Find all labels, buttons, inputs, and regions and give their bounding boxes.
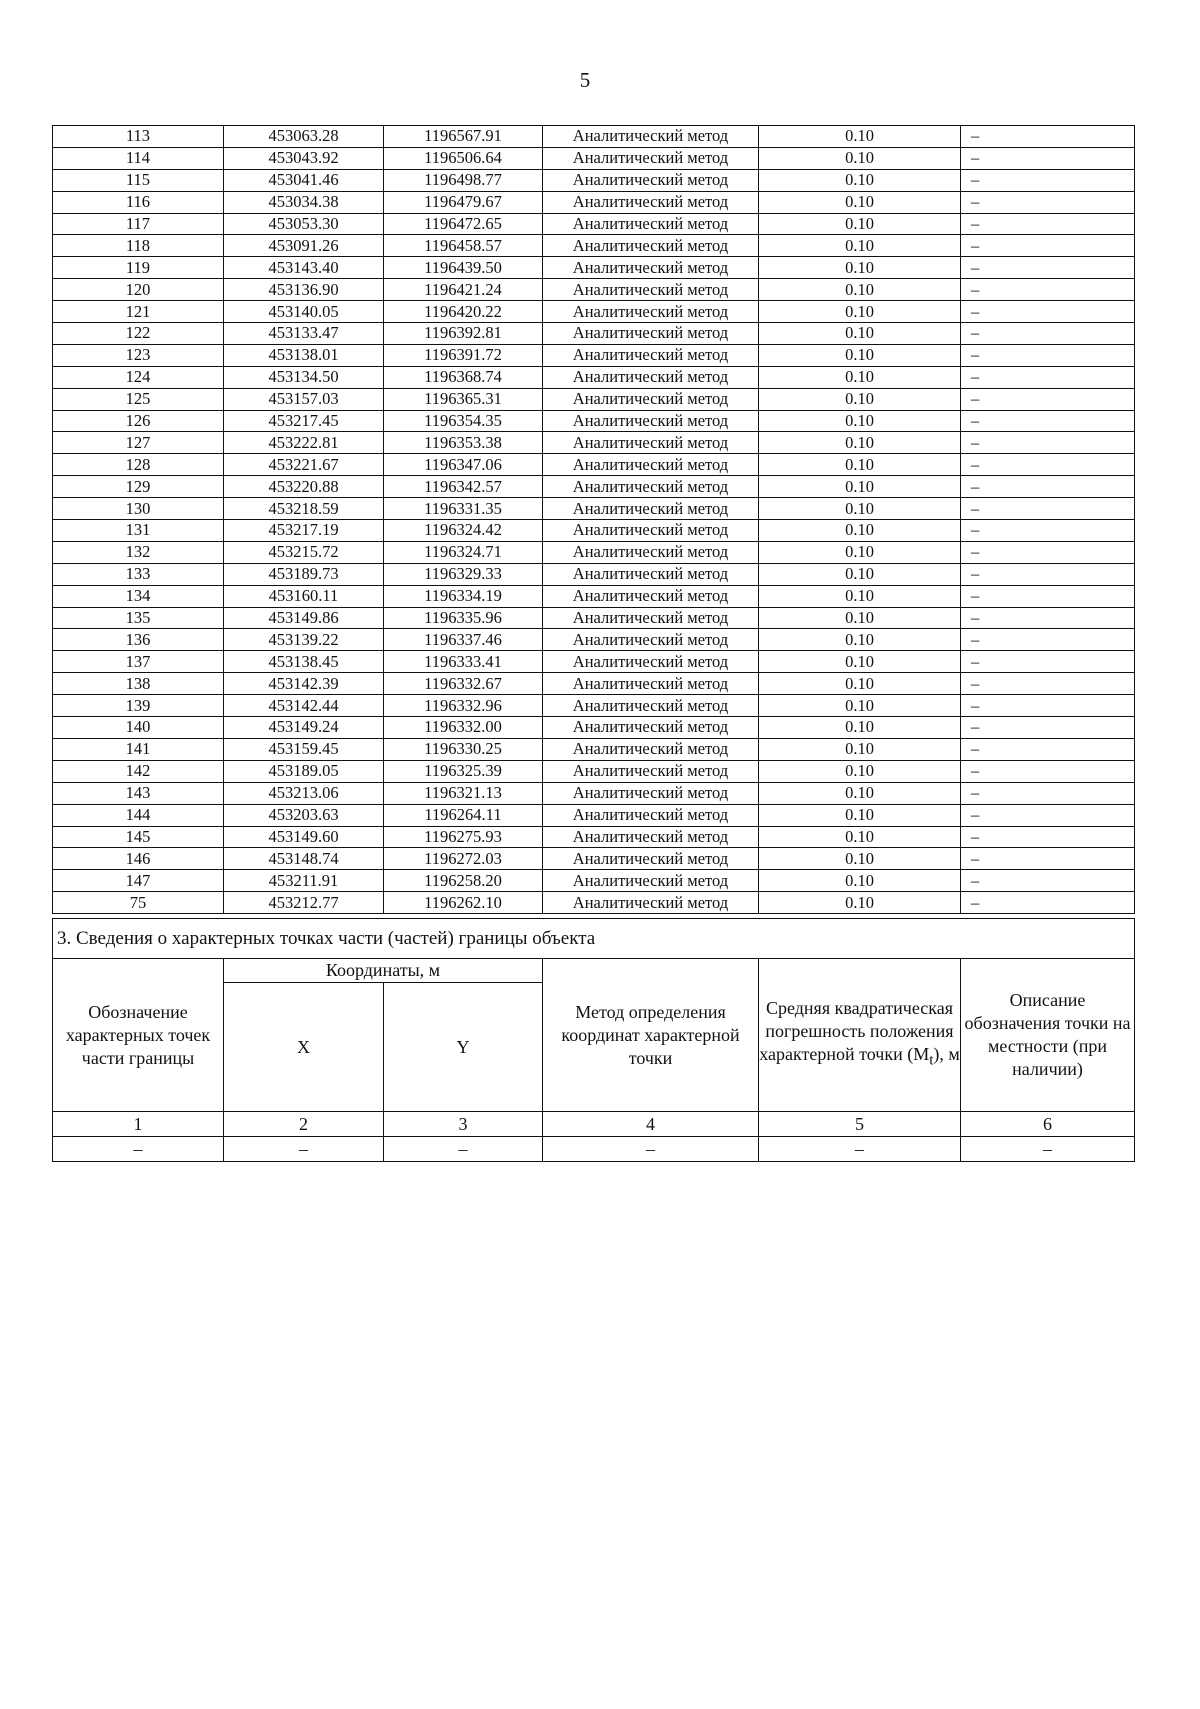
description-cell: – — [961, 760, 1135, 782]
header-error-text: Средняя квадратическая погрешность положения характерной точки (M — [759, 998, 954, 1065]
y-coordinate-cell: 1196347.06 — [384, 454, 543, 476]
y-coordinate-cell: 1196335.96 — [384, 607, 543, 629]
x-coordinate-cell: 453221.67 — [224, 454, 384, 476]
point-number-cell: 130 — [53, 498, 224, 520]
method-cell: Аналитический метод — [543, 235, 759, 257]
empty-cell: – — [961, 1137, 1135, 1162]
header-x: X — [224, 983, 384, 1112]
table-row — [53, 541, 1135, 563]
method-cell: Аналитический метод — [543, 717, 759, 739]
description-cell: – — [961, 563, 1135, 585]
table-row — [53, 279, 1135, 301]
method-cell: Аналитический метод — [543, 126, 759, 148]
description-cell: – — [961, 235, 1135, 257]
header-method: Метод определения координат характерной точки — [543, 959, 759, 1112]
table-row — [53, 454, 1135, 476]
error-cell: 0.10 — [759, 279, 961, 301]
error-cell: 0.10 — [759, 782, 961, 804]
error-cell: 0.10 — [759, 301, 961, 323]
error-cell: 0.10 — [759, 563, 961, 585]
point-number-cell: 128 — [53, 454, 224, 476]
point-number-cell: 118 — [53, 235, 224, 257]
method-cell: Аналитический метод — [543, 563, 759, 585]
method-cell: Аналитический метод — [543, 476, 759, 498]
y-coordinate-cell: 1196342.57 — [384, 476, 543, 498]
x-coordinate-cell: 453142.39 — [224, 673, 384, 695]
x-coordinate-cell: 453142.44 — [224, 695, 384, 717]
y-coordinate-cell: 1196391.72 — [384, 344, 543, 366]
method-cell: Аналитический метод — [543, 323, 759, 345]
table-row — [53, 520, 1135, 542]
header-point-designation: Обозначение характерных точек части границы — [53, 959, 224, 1112]
description-cell: – — [961, 892, 1135, 914]
column-number: 5 — [759, 1112, 961, 1137]
description-cell: – — [961, 191, 1135, 213]
point-number-cell: 129 — [53, 476, 224, 498]
point-number-cell: 140 — [53, 717, 224, 739]
description-cell: – — [961, 651, 1135, 673]
description-cell: – — [961, 344, 1135, 366]
table-row — [53, 213, 1135, 235]
point-number-cell: 146 — [53, 848, 224, 870]
y-coordinate-cell: 1196332.67 — [384, 673, 543, 695]
empty-cell: – — [53, 1137, 224, 1162]
y-coordinate-cell: 1196498.77 — [384, 169, 543, 191]
header-y: Y — [384, 983, 543, 1112]
table-row — [53, 147, 1135, 169]
x-coordinate-cell: 453139.22 — [224, 629, 384, 651]
x-coordinate-cell: 453140.05 — [224, 301, 384, 323]
description-cell: – — [961, 432, 1135, 454]
y-coordinate-cell: 1196272.03 — [384, 848, 543, 870]
header-error-subscript: t — [929, 1052, 934, 1069]
error-cell: 0.10 — [759, 673, 961, 695]
y-coordinate-cell: 1196258.20 — [384, 870, 543, 892]
point-number-cell: 147 — [53, 870, 224, 892]
section3-header-row — [53, 959, 1135, 983]
description-cell: – — [961, 366, 1135, 388]
error-cell: 0.10 — [759, 410, 961, 432]
method-cell: Аналитический метод — [543, 454, 759, 476]
method-cell: Аналитический метод — [543, 169, 759, 191]
method-cell: Аналитический метод — [543, 432, 759, 454]
description-cell: – — [961, 147, 1135, 169]
x-coordinate-cell: 453157.03 — [224, 388, 384, 410]
table-row — [53, 410, 1135, 432]
point-number-cell: 121 — [53, 301, 224, 323]
x-coordinate-cell: 453189.73 — [224, 563, 384, 585]
point-number-cell: 137 — [53, 651, 224, 673]
y-coordinate-cell: 1196337.46 — [384, 629, 543, 651]
point-number-cell: 124 — [53, 366, 224, 388]
point-number-cell: 114 — [53, 147, 224, 169]
point-number-cell: 131 — [53, 520, 224, 542]
table-row — [53, 804, 1135, 826]
error-cell: 0.10 — [759, 476, 961, 498]
column-number: 4 — [543, 1112, 759, 1137]
x-coordinate-cell: 453136.90 — [224, 279, 384, 301]
description-cell: – — [961, 169, 1135, 191]
error-cell: 0.10 — [759, 432, 961, 454]
page-number: 5 — [579, 68, 591, 92]
table-row — [53, 651, 1135, 673]
y-coordinate-cell: 1196472.65 — [384, 213, 543, 235]
error-cell: 0.10 — [759, 147, 961, 169]
error-cell: 0.10 — [759, 760, 961, 782]
header-description: Описание обозначения точки на местности (при наличии) — [961, 959, 1135, 1112]
y-coordinate-cell: 1196506.64 — [384, 147, 543, 169]
y-coordinate-cell: 1196479.67 — [384, 191, 543, 213]
point-number-cell: 127 — [53, 432, 224, 454]
point-number-cell: 75 — [53, 892, 224, 914]
y-coordinate-cell: 1196458.57 — [384, 235, 543, 257]
table-row — [53, 848, 1135, 870]
method-cell: Аналитический метод — [543, 870, 759, 892]
section3-title-row — [53, 919, 1135, 959]
method-cell: Аналитический метод — [543, 147, 759, 169]
method-cell: Аналитический метод — [543, 498, 759, 520]
table-row — [53, 585, 1135, 607]
table-row — [53, 191, 1135, 213]
coordinates-table-body — [53, 126, 1135, 914]
description-cell: – — [961, 301, 1135, 323]
y-coordinate-cell: 1196421.24 — [384, 279, 543, 301]
description-cell: – — [961, 410, 1135, 432]
table-row — [53, 673, 1135, 695]
column-number: 6 — [961, 1112, 1135, 1137]
table-row — [53, 257, 1135, 279]
error-cell: 0.10 — [759, 629, 961, 651]
point-number-cell: 136 — [53, 629, 224, 651]
error-cell: 0.10 — [759, 607, 961, 629]
table-row — [53, 892, 1135, 914]
table-row — [53, 366, 1135, 388]
point-number-cell: 113 — [53, 126, 224, 148]
header-mean-square-error — [759, 959, 961, 1112]
method-cell: Аналитический метод — [543, 848, 759, 870]
description-cell: – — [961, 498, 1135, 520]
method-cell: Аналитический метод — [543, 760, 759, 782]
error-cell: 0.10 — [759, 213, 961, 235]
column-number: 1 — [53, 1112, 224, 1137]
point-number-cell: 133 — [53, 563, 224, 585]
x-coordinate-cell: 453091.26 — [224, 235, 384, 257]
empty-cell: – — [543, 1137, 759, 1162]
x-coordinate-cell: 453134.50 — [224, 366, 384, 388]
method-cell: Аналитический метод — [543, 410, 759, 432]
y-coordinate-cell: 1196334.19 — [384, 585, 543, 607]
method-cell: Аналитический метод — [543, 366, 759, 388]
x-coordinate-cell: 453220.88 — [224, 476, 384, 498]
table-row — [53, 607, 1135, 629]
error-cell: 0.10 — [759, 169, 961, 191]
error-cell: 0.10 — [759, 126, 961, 148]
error-cell: 0.10 — [759, 366, 961, 388]
description-cell: – — [961, 629, 1135, 651]
table-row — [53, 432, 1135, 454]
error-cell: 0.10 — [759, 826, 961, 848]
point-number-cell: 116 — [53, 191, 224, 213]
x-coordinate-cell: 453149.86 — [224, 607, 384, 629]
method-cell: Аналитический метод — [543, 738, 759, 760]
x-coordinate-cell: 453189.05 — [224, 760, 384, 782]
description-cell: – — [961, 804, 1135, 826]
empty-cell: – — [384, 1137, 543, 1162]
x-coordinate-cell: 453138.01 — [224, 344, 384, 366]
point-number-cell: 117 — [53, 213, 224, 235]
y-coordinate-cell: 1196321.13 — [384, 782, 543, 804]
description-cell: – — [961, 541, 1135, 563]
method-cell: Аналитический метод — [543, 651, 759, 673]
x-coordinate-cell: 453218.59 — [224, 498, 384, 520]
y-coordinate-cell: 1196567.91 — [384, 126, 543, 148]
point-number-cell: 135 — [53, 607, 224, 629]
method-cell: Аналитический метод — [543, 541, 759, 563]
method-cell: Аналитический метод — [543, 301, 759, 323]
x-coordinate-cell: 453215.72 — [224, 541, 384, 563]
error-cell: 0.10 — [759, 235, 961, 257]
column-number: 2 — [224, 1112, 384, 1137]
header-error-unit: ), м — [933, 1044, 960, 1065]
x-coordinate-cell: 453053.30 — [224, 213, 384, 235]
point-number-cell: 145 — [53, 826, 224, 848]
table-row — [53, 301, 1135, 323]
column-number: 3 — [384, 1112, 543, 1137]
empty-cell: – — [224, 1137, 384, 1162]
point-number-cell: 125 — [53, 388, 224, 410]
error-cell: 0.10 — [759, 804, 961, 826]
description-cell: – — [961, 870, 1135, 892]
table-row — [53, 870, 1135, 892]
method-cell: Аналитический метод — [543, 388, 759, 410]
x-coordinate-cell: 453043.92 — [224, 147, 384, 169]
error-cell: 0.10 — [759, 541, 961, 563]
description-cell: – — [961, 826, 1135, 848]
table-row — [53, 826, 1135, 848]
x-coordinate-cell: 453211.91 — [224, 870, 384, 892]
method-cell: Аналитический метод — [543, 257, 759, 279]
description-cell: – — [961, 607, 1135, 629]
error-cell: 0.10 — [759, 651, 961, 673]
y-coordinate-cell: 1196368.74 — [384, 366, 543, 388]
error-cell: 0.10 — [759, 498, 961, 520]
point-number-cell: 132 — [53, 541, 224, 563]
error-cell: 0.10 — [759, 738, 961, 760]
table-row — [53, 717, 1135, 739]
x-coordinate-cell: 453063.28 — [224, 126, 384, 148]
y-coordinate-cell: 1196275.93 — [384, 826, 543, 848]
method-cell: Аналитический метод — [543, 826, 759, 848]
method-cell: Аналитический метод — [543, 213, 759, 235]
method-cell: Аналитический метод — [543, 695, 759, 717]
point-number-cell: 142 — [53, 760, 224, 782]
description-cell: – — [961, 388, 1135, 410]
description-cell: – — [961, 454, 1135, 476]
y-coordinate-cell: 1196420.22 — [384, 301, 543, 323]
table-row — [53, 169, 1135, 191]
y-coordinate-cell: 1196332.96 — [384, 695, 543, 717]
error-cell: 0.10 — [759, 344, 961, 366]
method-cell: Аналитический метод — [543, 804, 759, 826]
table-row — [53, 235, 1135, 257]
x-coordinate-cell: 453148.74 — [224, 848, 384, 870]
y-coordinate-cell: 1196325.39 — [384, 760, 543, 782]
point-number-cell: 141 — [53, 738, 224, 760]
table-row — [53, 760, 1135, 782]
error-cell: 0.10 — [759, 892, 961, 914]
description-cell: – — [961, 126, 1135, 148]
header-coordinates: Координаты, м — [224, 959, 543, 983]
table-row — [53, 476, 1135, 498]
description-cell: – — [961, 213, 1135, 235]
y-coordinate-cell: 1196324.71 — [384, 541, 543, 563]
method-cell: Аналитический метод — [543, 892, 759, 914]
table-row — [53, 738, 1135, 760]
table-row — [53, 388, 1135, 410]
x-coordinate-cell: 453143.40 — [224, 257, 384, 279]
method-cell: Аналитический метод — [543, 607, 759, 629]
table-row — [53, 498, 1135, 520]
error-cell: 0.10 — [759, 454, 961, 476]
x-coordinate-cell: 453217.45 — [224, 410, 384, 432]
y-coordinate-cell: 1196354.35 — [384, 410, 543, 432]
error-cell: 0.10 — [759, 870, 961, 892]
method-cell: Аналитический метод — [543, 279, 759, 301]
point-number-cell: 144 — [53, 804, 224, 826]
section3-table — [52, 918, 1135, 1162]
y-coordinate-cell: 1196330.25 — [384, 738, 543, 760]
y-coordinate-cell: 1196365.31 — [384, 388, 543, 410]
x-coordinate-cell: 453217.19 — [224, 520, 384, 542]
x-coordinate-cell: 453203.63 — [224, 804, 384, 826]
point-number-cell: 120 — [53, 279, 224, 301]
point-number-cell: 143 — [53, 782, 224, 804]
y-coordinate-cell: 1196332.00 — [384, 717, 543, 739]
y-coordinate-cell: 1196331.35 — [384, 498, 543, 520]
point-number-cell: 126 — [53, 410, 224, 432]
x-coordinate-cell: 453138.45 — [224, 651, 384, 673]
y-coordinate-cell: 1196324.42 — [384, 520, 543, 542]
table-row — [53, 782, 1135, 804]
point-number-cell: 134 — [53, 585, 224, 607]
empty-cell: – — [759, 1137, 961, 1162]
table-row — [53, 563, 1135, 585]
error-cell: 0.10 — [759, 257, 961, 279]
section3-title: 3. Сведения о характерных точках части (частей) границы объекта — [53, 919, 1135, 959]
method-cell: Аналитический метод — [543, 191, 759, 213]
empty-data-row — [53, 1137, 1135, 1162]
method-cell: Аналитический метод — [543, 344, 759, 366]
y-coordinate-cell: 1196329.33 — [384, 563, 543, 585]
description-cell: – — [961, 476, 1135, 498]
point-number-cell: 122 — [53, 323, 224, 345]
table-row — [53, 629, 1135, 651]
point-number-cell: 138 — [53, 673, 224, 695]
description-cell: – — [961, 323, 1135, 345]
error-cell: 0.10 — [759, 848, 961, 870]
method-cell: Аналитический метод — [543, 585, 759, 607]
x-coordinate-cell: 453160.11 — [224, 585, 384, 607]
error-cell: 0.10 — [759, 191, 961, 213]
description-cell: – — [961, 585, 1135, 607]
error-cell: 0.10 — [759, 717, 961, 739]
description-cell: – — [961, 717, 1135, 739]
point-number-cell: 119 — [53, 257, 224, 279]
table-row — [53, 126, 1135, 148]
description-cell: – — [961, 738, 1135, 760]
x-coordinate-cell: 453133.47 — [224, 323, 384, 345]
error-cell: 0.10 — [759, 323, 961, 345]
point-number-cell: 123 — [53, 344, 224, 366]
x-coordinate-cell: 453159.45 — [224, 738, 384, 760]
y-coordinate-cell: 1196353.38 — [384, 432, 543, 454]
y-coordinate-cell: 1196392.81 — [384, 323, 543, 345]
y-coordinate-cell: 1196439.50 — [384, 257, 543, 279]
method-cell: Аналитический метод — [543, 629, 759, 651]
x-coordinate-cell: 453034.38 — [224, 191, 384, 213]
table-row — [53, 695, 1135, 717]
description-cell: – — [961, 279, 1135, 301]
x-coordinate-cell: 453149.24 — [224, 717, 384, 739]
method-cell: Аналитический метод — [543, 782, 759, 804]
description-cell: – — [961, 782, 1135, 804]
method-cell: Аналитический метод — [543, 520, 759, 542]
description-cell: – — [961, 257, 1135, 279]
error-cell: 0.10 — [759, 520, 961, 542]
description-cell: – — [961, 673, 1135, 695]
y-coordinate-cell: 1196264.11 — [384, 804, 543, 826]
x-coordinate-cell: 453041.46 — [224, 169, 384, 191]
description-cell: – — [961, 848, 1135, 870]
x-coordinate-cell: 453212.77 — [224, 892, 384, 914]
x-coordinate-cell: 453149.60 — [224, 826, 384, 848]
point-number-cell: 139 — [53, 695, 224, 717]
x-coordinate-cell: 453213.06 — [224, 782, 384, 804]
y-coordinate-cell: 1196333.41 — [384, 651, 543, 673]
description-cell: – — [961, 520, 1135, 542]
table-row — [53, 344, 1135, 366]
coordinates-table — [52, 125, 1135, 914]
y-coordinate-cell: 1196262.10 — [384, 892, 543, 914]
column-number-row — [53, 1112, 1135, 1137]
error-cell: 0.10 — [759, 695, 961, 717]
description-cell: – — [961, 695, 1135, 717]
point-number-cell: 115 — [53, 169, 224, 191]
error-cell: 0.10 — [759, 585, 961, 607]
table-row — [53, 323, 1135, 345]
method-cell: Аналитический метод — [543, 673, 759, 695]
error-cell: 0.10 — [759, 388, 961, 410]
x-coordinate-cell: 453222.81 — [224, 432, 384, 454]
